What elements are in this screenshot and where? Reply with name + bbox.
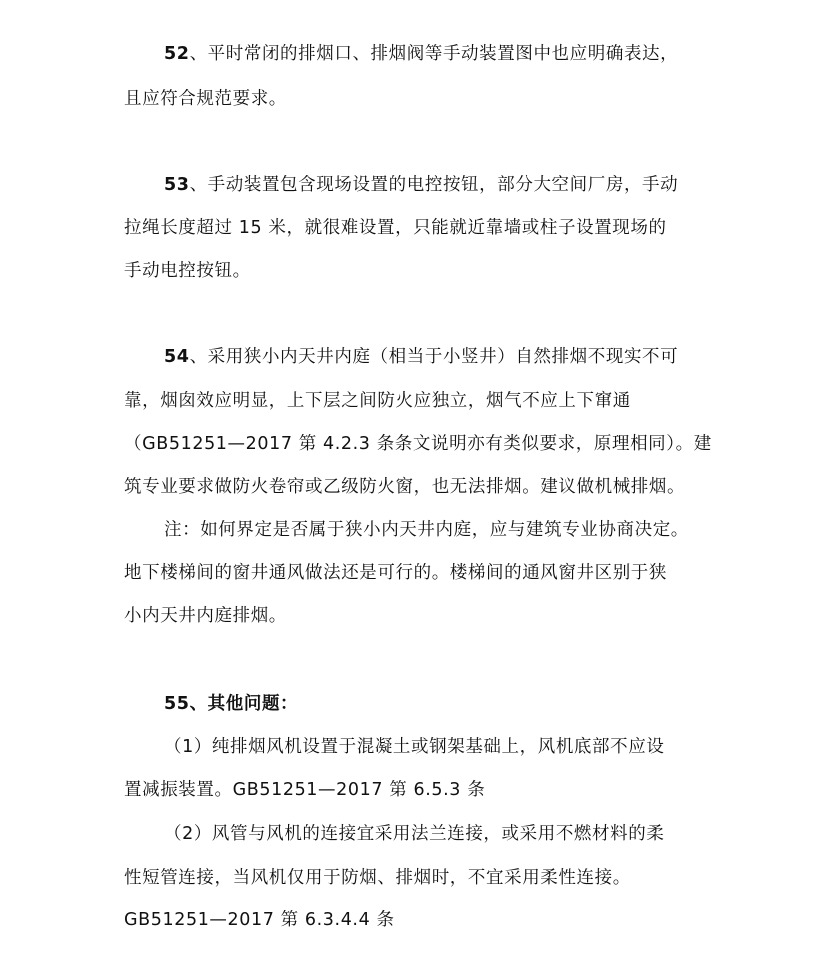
- item-54-note-line-1: 注：如何界定是否属于狭小内天井内庭，应与建筑专业协商决定。: [164, 520, 689, 540]
- item-text: 、手动装置包含现场设置的电控按钮，部分大空间厂房，手动: [189, 175, 679, 195]
- item-54-line-3: （GB51251—2017 第 4.2.3 条条文说明亦有类似要求，原理相同）。建: [124, 434, 712, 454]
- item-number: 55: [164, 694, 190, 714]
- item-55-sub1-line-1: （1）纯排烟风机设置于混凝土或钢架基础上，风机底部不应设: [164, 737, 665, 757]
- item-heading-text: 、其他问题：: [189, 694, 299, 714]
- item-number: 52: [164, 44, 190, 64]
- item-53-line-1: [164, 173, 678, 197]
- item-number: 54: [164, 347, 190, 367]
- item-text: 、平时常闭的排烟口、排烟阀等手动装置图中也应明确表达，: [189, 44, 679, 64]
- item-55-sub2-line-1: （2）风管与风机的连接宜采用法兰连接，或采用不燃材料的柔: [164, 824, 665, 844]
- item-54-line-1: [164, 345, 678, 369]
- item-52-line-1: [164, 42, 678, 66]
- item-53-line-3: 手动电控按钮。: [124, 261, 251, 281]
- item-54-line-4: 筑专业要求做防火卷帘或乙级防火窗，也无法排烟。建议做机械排烟。: [124, 477, 686, 497]
- item-52-line-2: 且应符合规范要求。: [124, 89, 287, 109]
- item-55-sub2-line-2: 性短管连接，当风机仅用于防烟、排烟时，不宜采用柔性连接。: [124, 868, 631, 888]
- item-54-note-line-2: 地下楼梯间的窗井通风做法还是可行的。楼梯间的通风窗井区别于狭: [124, 563, 667, 583]
- item-55-sub2-line-3: GB51251—2017 第 6.3.4.4 条: [124, 910, 395, 930]
- item-55-sub1-line-2: 置减振装置。GB51251—2017 第 6.5.3 条: [124, 780, 486, 800]
- item-text: 、采用狭小内天井内庭（相当于小竖井）自然排烟不现实不可: [189, 347, 679, 367]
- item-54-note-line-3: 小内天井内庭排烟。: [124, 606, 287, 626]
- item-55-heading: [164, 692, 298, 716]
- item-54-line-2: 靠，烟囱效应明显，上下层之间防火应独立，烟气不应上下窜通: [124, 391, 631, 411]
- item-53-line-2: 拉绳长度超过 15 米，就很难设置，只能就近靠墙或柱子设置现场的: [124, 218, 667, 238]
- item-number: 53: [164, 175, 190, 195]
